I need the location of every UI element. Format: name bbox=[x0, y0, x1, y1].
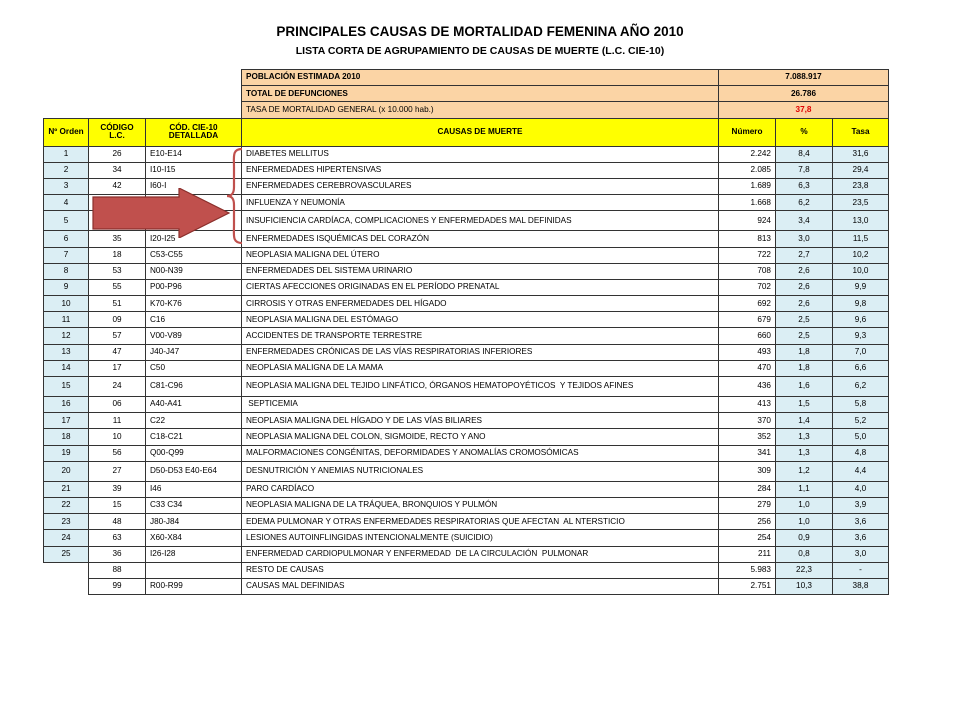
cell-codigo: 24 bbox=[89, 377, 146, 397]
table-row bbox=[44, 514, 889, 530]
cell-numero: 1.689 bbox=[719, 178, 776, 194]
cell-causa: NEOPLASIA MALIGNA DE LA TRÁQUEA, BRONQUIOS Y PULMÓN bbox=[242, 497, 719, 513]
cell-causa: NEOPLASIA MALIGNA DEL COLON, SIGMOIDE, RECTO Y ANO bbox=[242, 429, 719, 445]
poblacion-label: POBLACIÓN ESTIMADA 2010 bbox=[242, 70, 719, 86]
cell-codigo: 57 bbox=[89, 328, 146, 344]
cell-numero: 2.751 bbox=[719, 578, 776, 594]
cell-pct: 1,1 bbox=[776, 481, 833, 497]
cell-numero: 679 bbox=[719, 312, 776, 328]
cell-numero: 813 bbox=[719, 231, 776, 247]
summary-row-defunciones bbox=[44, 86, 889, 102]
cell-codigo: 53 bbox=[89, 263, 146, 279]
cell-tasa: 31,6 bbox=[833, 146, 889, 162]
cell-codigo: 56 bbox=[89, 445, 146, 461]
cell-pct: 1,3 bbox=[776, 429, 833, 445]
header-tasa: Tasa bbox=[833, 118, 889, 146]
cell-pct: 1,4 bbox=[776, 413, 833, 429]
cell-tasa: 9,3 bbox=[833, 328, 889, 344]
cell-cie: Q00-Q99 bbox=[146, 445, 242, 461]
cell-numero: 1.668 bbox=[719, 195, 776, 211]
cell-tasa: - bbox=[833, 562, 889, 578]
cell-causa: RESTO DE CAUSAS bbox=[242, 562, 719, 578]
cell-pct: 2,6 bbox=[776, 279, 833, 295]
cell-causa: ENFERMEDADES ISQUÉMICAS DEL CORAZÓN bbox=[242, 231, 719, 247]
cell-tasa: 13,0 bbox=[833, 211, 889, 231]
cell-codigo: 63 bbox=[89, 530, 146, 546]
cell-numero: 470 bbox=[719, 360, 776, 376]
cell-orden: 4 bbox=[44, 195, 89, 211]
header-row bbox=[44, 118, 889, 146]
cell-cie: P00-P96 bbox=[146, 279, 242, 295]
cell-causa: ACCIDENTES DE TRANSPORTE TERRESTRE bbox=[242, 328, 719, 344]
cell-pct: 1,2 bbox=[776, 461, 833, 481]
cell-cie: I60-I bbox=[146, 178, 242, 194]
cell-codigo: 42 bbox=[89, 178, 146, 194]
cell-orden: 15 bbox=[44, 377, 89, 397]
cell-numero: 370 bbox=[719, 413, 776, 429]
cell-causa: INFLUENZA Y NEUMONÍA bbox=[242, 195, 719, 211]
cell-codigo: 99 bbox=[89, 578, 146, 594]
cell-numero: 692 bbox=[719, 296, 776, 312]
cell-numero: 702 bbox=[719, 279, 776, 295]
table-row bbox=[44, 445, 889, 461]
mortality-table bbox=[43, 69, 889, 595]
cell-cie: C33 C34 bbox=[146, 497, 242, 513]
cell-orden: 13 bbox=[44, 344, 89, 360]
cell-causa: CAUSAS MAL DEFINIDAS bbox=[242, 578, 719, 594]
cell-pct: 2,5 bbox=[776, 312, 833, 328]
cell-pct: 2,7 bbox=[776, 247, 833, 263]
cell-tasa: 7,0 bbox=[833, 344, 889, 360]
cell-codigo: 55 bbox=[89, 279, 146, 295]
cell-orden: 1 bbox=[44, 146, 89, 162]
cell-cie: C18-C21 bbox=[146, 429, 242, 445]
cell-pct: 0,9 bbox=[776, 530, 833, 546]
cell-causa: MALFORMACIONES CONGÉNITAS, DEFORMIDADES Y ANOMALÍAS CROMOSÓMICAS bbox=[242, 445, 719, 461]
cell-codigo: 34 bbox=[89, 162, 146, 178]
cell-pct: 6,3 bbox=[776, 178, 833, 194]
cell-numero: 341 bbox=[719, 445, 776, 461]
table-row bbox=[44, 397, 889, 413]
cell-cie: J80-J84 bbox=[146, 514, 242, 530]
cell-tasa: 5,0 bbox=[833, 429, 889, 445]
cell-orden: 20 bbox=[44, 461, 89, 481]
table-row bbox=[44, 497, 889, 513]
cell-numero: 436 bbox=[719, 377, 776, 397]
blank-cell bbox=[44, 578, 89, 594]
page-title: PRINCIPALES CAUSAS DE MORTALIDAD FEMENINA AÑO 2010 bbox=[276, 24, 684, 39]
cell-cie: I20-I25 bbox=[146, 231, 242, 247]
cell-codigo: 88 bbox=[89, 562, 146, 578]
table-row bbox=[44, 360, 889, 376]
cell-tasa: 23,8 bbox=[833, 178, 889, 194]
cell-codigo: 10 bbox=[89, 429, 146, 445]
right-arrow-icon bbox=[91, 188, 231, 238]
cell-orden: 21 bbox=[44, 481, 89, 497]
cell-orden: 3 bbox=[44, 178, 89, 194]
cell-codigo: 17 bbox=[89, 360, 146, 376]
cell-tasa: 9,6 bbox=[833, 312, 889, 328]
cell-causa: INSUFICIENCIA CARDÍACA, COMPLICACIONES Y ENFERMEDADES MAL DEFINIDAS bbox=[242, 211, 719, 231]
table-row-extra bbox=[44, 578, 889, 594]
cell-orden: 10 bbox=[44, 296, 89, 312]
table-row bbox=[44, 546, 889, 562]
table-row-extra bbox=[44, 562, 889, 578]
table-row bbox=[44, 461, 889, 481]
header-numero: Número bbox=[719, 118, 776, 146]
cell-pct: 1,3 bbox=[776, 445, 833, 461]
cell-codigo: 47 bbox=[89, 344, 146, 360]
cell-tasa: 23,5 bbox=[833, 195, 889, 211]
cell-tasa: 3,6 bbox=[833, 530, 889, 546]
cell-orden: 11 bbox=[44, 312, 89, 328]
cell-codigo: 06 bbox=[89, 397, 146, 413]
cell-cie: N00-N39 bbox=[146, 263, 242, 279]
summary-row-poblacion bbox=[44, 70, 889, 86]
cell-causa: NEOPLASIA MALIGNA DEL ÚTERO bbox=[242, 247, 719, 263]
cell-tasa: 5,2 bbox=[833, 413, 889, 429]
cell-codigo: 09 bbox=[89, 312, 146, 328]
cell-tasa: 5,8 bbox=[833, 397, 889, 413]
cell-numero: 279 bbox=[719, 497, 776, 513]
cell-orden: 5 bbox=[44, 211, 89, 231]
cell-tasa: 3,9 bbox=[833, 497, 889, 513]
cell-pct: 1,0 bbox=[776, 497, 833, 513]
cell-cie: E10-E14 bbox=[146, 146, 242, 162]
cell-causa: SEPTICEMIA bbox=[242, 397, 719, 413]
cell-numero: 493 bbox=[719, 344, 776, 360]
cell-orden: 17 bbox=[44, 413, 89, 429]
cell-codigo: 51 bbox=[89, 296, 146, 312]
table-row bbox=[44, 263, 889, 279]
cell-pct: 1,8 bbox=[776, 344, 833, 360]
cell-cie: I46 bbox=[146, 481, 242, 497]
blank-cell bbox=[44, 562, 89, 578]
cell-numero: 284 bbox=[719, 481, 776, 497]
cell-pct: 2,5 bbox=[776, 328, 833, 344]
cell-codigo: 39 bbox=[89, 481, 146, 497]
cell-pct: 2,6 bbox=[776, 296, 833, 312]
cell-codigo: 36 bbox=[89, 546, 146, 562]
cell-tasa: 38,8 bbox=[833, 578, 889, 594]
cell-causa: NEOPLASIA MALIGNA DEL HÍGADO Y DE LAS VÍAS BILIARES bbox=[242, 413, 719, 429]
header-cie: CÓD. CIE-10 DETALLADA bbox=[146, 118, 242, 146]
cell-causa: CIRROSIS Y OTRAS ENFERMEDADES DEL HÍGADO bbox=[242, 296, 719, 312]
cell-tasa: 4,4 bbox=[833, 461, 889, 481]
cell-cie: X60-X84 bbox=[146, 530, 242, 546]
cell-orden: 25 bbox=[44, 546, 89, 562]
table-row bbox=[44, 481, 889, 497]
cell-causa: DIABETES MELLITUS bbox=[242, 146, 719, 162]
cell-pct: 7,8 bbox=[776, 162, 833, 178]
cell-pct: 1,8 bbox=[776, 360, 833, 376]
cell-codigo: 35 bbox=[89, 231, 146, 247]
cell-orden: 18 bbox=[44, 429, 89, 445]
cell-cie: C22 bbox=[146, 413, 242, 429]
cell-tasa: 11,5 bbox=[833, 231, 889, 247]
cell-pct: 1,5 bbox=[776, 397, 833, 413]
cell-orden: 22 bbox=[44, 497, 89, 513]
cell-tasa: 4,8 bbox=[833, 445, 889, 461]
cell-causa: ENFERMEDADES DEL SISTEMA URINARIO bbox=[242, 263, 719, 279]
table-row bbox=[44, 530, 889, 546]
cell-orden: 6 bbox=[44, 231, 89, 247]
cell-codigo: 26 bbox=[89, 146, 146, 162]
cell-cie: V00-V89 bbox=[146, 328, 242, 344]
cell-tasa: 3,6 bbox=[833, 514, 889, 530]
cell-cie: C16 bbox=[146, 312, 242, 328]
cell-causa: NEOPLASIA MALIGNA DE LA MAMA bbox=[242, 360, 719, 376]
cell-cie: I26-I28 bbox=[146, 546, 242, 562]
table-row bbox=[44, 312, 889, 328]
header-orden: Nº Orden bbox=[44, 118, 89, 146]
cell-tasa: 10,2 bbox=[833, 247, 889, 263]
tasa-value: 37,8 bbox=[719, 102, 889, 118]
cell-orden: 8 bbox=[44, 263, 89, 279]
cell-numero: 211 bbox=[719, 546, 776, 562]
table-row bbox=[44, 413, 889, 429]
cell-cie: C81-C96 bbox=[146, 377, 242, 397]
cell-causa: EDEMA PULMONAR Y OTRAS ENFERMEDADES RESPIRATORIAS QUE AFECTAN AL NTERSTICIO bbox=[242, 514, 719, 530]
cell-pct: 3,0 bbox=[776, 231, 833, 247]
header-codigo: CÓDIGO L.C. bbox=[89, 118, 146, 146]
cell-causa: ENFERMEDADES HIPERTENSIVAS bbox=[242, 162, 719, 178]
cell-codigo: 18 bbox=[89, 247, 146, 263]
header-pct: % bbox=[776, 118, 833, 146]
cell-codigo: 27 bbox=[89, 461, 146, 481]
cell-numero: 708 bbox=[719, 263, 776, 279]
table-row bbox=[44, 146, 889, 162]
cell-causa: CIERTAS AFECCIONES ORIGINADAS EN EL PERÍODO PRENATAL bbox=[242, 279, 719, 295]
cell-orden: 12 bbox=[44, 328, 89, 344]
cell-tasa: 6,2 bbox=[833, 377, 889, 397]
cell-orden: 16 bbox=[44, 397, 89, 413]
table-row bbox=[44, 344, 889, 360]
cell-codigo: 15 bbox=[89, 497, 146, 513]
table-row bbox=[44, 247, 889, 263]
cell-numero: 256 bbox=[719, 514, 776, 530]
cell-causa: ENFERMEDADES CRÓNICAS DE LAS VÍAS RESPIRATORIAS INFERIORES bbox=[242, 344, 719, 360]
cell-orden: 2 bbox=[44, 162, 89, 178]
cell-numero: 660 bbox=[719, 328, 776, 344]
cell-pct: 10,3 bbox=[776, 578, 833, 594]
cell-codigo: 11 bbox=[89, 413, 146, 429]
cell-causa: LESIONES AUTOINFLINGIDAS INTENCIONALMENTE (SUICIDIO) bbox=[242, 530, 719, 546]
header-causas: CAUSAS DE MUERTE bbox=[242, 118, 719, 146]
cell-causa: NEOPLASIA MALIGNA DEL TEJIDO LINFÁTICO, ÓRGANOS HEMATOPOYÉTICOS Y TEJIDOS AFINES bbox=[242, 377, 719, 397]
cell-orden: 7 bbox=[44, 247, 89, 263]
cell-numero: 924 bbox=[719, 211, 776, 231]
cell-numero: 5.983 bbox=[719, 562, 776, 578]
cell-orden: 9 bbox=[44, 279, 89, 295]
cell-numero: 352 bbox=[719, 429, 776, 445]
table-row bbox=[44, 296, 889, 312]
cell-orden: 14 bbox=[44, 360, 89, 376]
cell-cie bbox=[146, 562, 242, 578]
cell-pct: 22,3 bbox=[776, 562, 833, 578]
cell-pct: 8,4 bbox=[776, 146, 833, 162]
cell-cie: I10-I15 bbox=[146, 162, 242, 178]
cell-numero: 2.085 bbox=[719, 162, 776, 178]
cell-tasa: 9,9 bbox=[833, 279, 889, 295]
table-row bbox=[44, 279, 889, 295]
defunciones-value: 26.786 bbox=[719, 86, 889, 102]
cell-codigo: 48 bbox=[89, 514, 146, 530]
cell-numero: 2.242 bbox=[719, 146, 776, 162]
cell-tasa: 3,0 bbox=[833, 546, 889, 562]
poblacion-value: 7.088.917 bbox=[719, 70, 889, 86]
cell-causa: ENFERMEDADES CEREBROVASCULARES bbox=[242, 178, 719, 194]
summary-row-tasa bbox=[44, 102, 889, 118]
tasa-label: TASA DE MORTALIDAD GENERAL (x 10.000 hab.) bbox=[242, 102, 719, 118]
cell-tasa: 29,4 bbox=[833, 162, 889, 178]
cell-numero: 254 bbox=[719, 530, 776, 546]
cell-numero: 413 bbox=[719, 397, 776, 413]
cell-numero: 309 bbox=[719, 461, 776, 481]
cell-orden: 23 bbox=[44, 514, 89, 530]
cell-causa: PARO CARDÍACO bbox=[242, 481, 719, 497]
cell-cie: K70-K76 bbox=[146, 296, 242, 312]
cell-tasa: 4,0 bbox=[833, 481, 889, 497]
cell-causa: DESNUTRICIÓN Y ANEMIAS NUTRICIONALES bbox=[242, 461, 719, 481]
cell-cie: C53-C55 bbox=[146, 247, 242, 263]
cell-cie: R00-R99 bbox=[146, 578, 242, 594]
cell-pct: 3,4 bbox=[776, 211, 833, 231]
cell-tasa: 9,8 bbox=[833, 296, 889, 312]
cell-causa: NEOPLASIA MALIGNA DEL ESTÓMAGO bbox=[242, 312, 719, 328]
table-row bbox=[44, 377, 889, 397]
cell-numero: 722 bbox=[719, 247, 776, 263]
cell-pct: 1,6 bbox=[776, 377, 833, 397]
cell-cie: J40-J47 bbox=[146, 344, 242, 360]
cell-tasa: 6,6 bbox=[833, 360, 889, 376]
cell-tasa: 10,0 bbox=[833, 263, 889, 279]
table-row bbox=[44, 328, 889, 344]
cell-orden: 19 bbox=[44, 445, 89, 461]
cell-pct: 2,6 bbox=[776, 263, 833, 279]
table-row bbox=[44, 429, 889, 445]
cell-orden: 24 bbox=[44, 530, 89, 546]
page-subtitle: LISTA CORTA DE AGRUPAMIENTO DE CAUSAS DE MUERTE (L.C. CIE-10) bbox=[295, 45, 665, 57]
cell-cie: D50-D53 E40-E64 bbox=[146, 461, 242, 481]
cell-pct: 0,8 bbox=[776, 546, 833, 562]
table-row bbox=[44, 162, 889, 178]
cell-causa: ENFERMEDAD CARDIOPULMONAR Y ENFERMEDAD DE LA CIRCULACIÓN PULMONAR bbox=[242, 546, 719, 562]
cell-cie: C50 bbox=[146, 360, 242, 376]
cell-pct: 6,2 bbox=[776, 195, 833, 211]
cell-pct: 1,0 bbox=[776, 514, 833, 530]
cell-cie: A40-A41 bbox=[146, 397, 242, 413]
defunciones-label: TOTAL DE DEFUNCIONES bbox=[242, 86, 719, 102]
